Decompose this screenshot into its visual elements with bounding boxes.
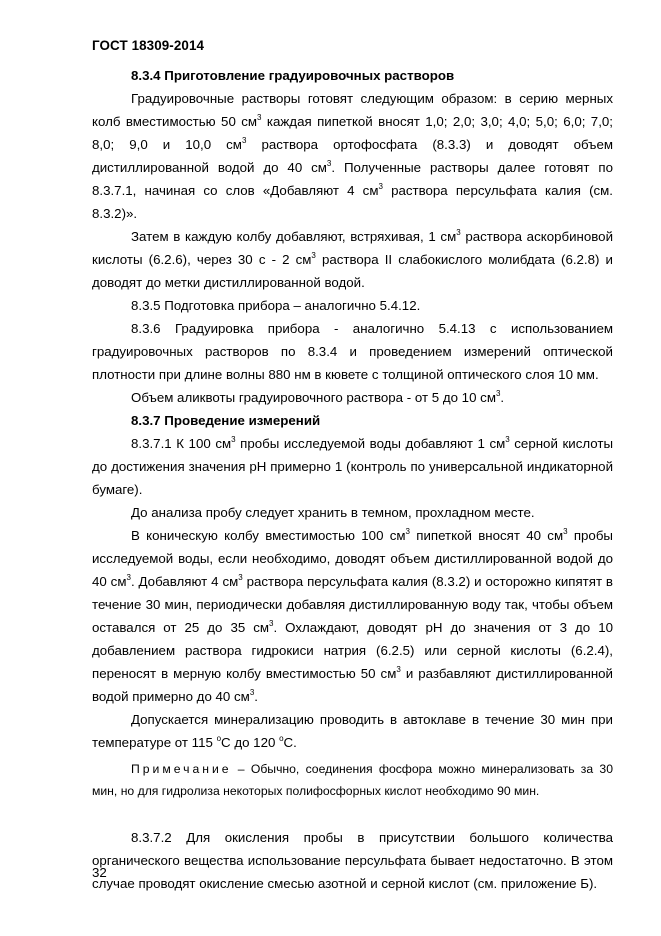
section-8-3-7-title: 8.3.7 Проведение измерений (131, 413, 321, 428)
spacer (92, 802, 613, 826)
section-8-3-7-1-paragraph-2: До анализа пробу следует хранить в темном, прохладном месте. (131, 505, 535, 520)
section-8-3-7-1-paragraph-3: В коническую колбу вместимостью 100 $см^3$ пипеткой вносят 40 $см^3$ пробы исследуемой воды, если необходимо, доводят объем дистиллированной водой до 40 $см^3$. Добавляют 4 $см^3$ раствора персульфата калия (8.3.2) и осторожно кипятят в течение 30 мин, периодически добавляя дистиллированную воду так, чтобы объем оставался от 25 до 35 $см^3$. Охлаждают, доводят pH до значения от 3 до 10 добавлением раствора гидрокиси натрия (6.2.5) или серной кислоты (6.2.4), переносят в мерную колбу вместимостью 50 $см^3$ и разбавляют дистиллированной водой примерно до 40 $см^3$. (92, 526, 613, 704)
section-8-3-6: 8.3.6 Градуировка прибора - аналогично 5.4.13 с использованием градуировочных растворов по 8.3.4 и проведением измерений оптической плотности при длине волны 880 нм в кювете с толщиной оптического слоя 10 мм. (92, 321, 613, 382)
page-number: 32 (92, 865, 107, 880)
note-text: – Обычно, соединения фосфора можно минерализовать за 30 мин, но для гидролиза некоторых полифосфорных кислот необходимо 90 мин. (92, 762, 613, 798)
section-8-3-6-aliquot: Объем аликвоты градуировочного раствора - от 5 до 10 $см^3$. (131, 388, 505, 405)
note-label: Примечание (131, 762, 232, 776)
section-8-3-7-1-paragraph-1: 8.3.7.1 К 100 $см^3$ пробы исследуемой воды добавляют 1 $см^3$ серной кислоты до достижения значения pH примерно 1 (контроль по универсальной индикаторной бумаге). (92, 434, 614, 497)
document-header: ГОСТ 18309-2014 (92, 38, 205, 53)
section-8-3-7-2: 8.3.7.2 Для окисления пробы в присутствии большого количества органического вещества использование персульфата бывает недостаточно. В этом случае проводят окисление смесью азотной и серной кислот (см. приложение Б). (92, 830, 613, 891)
section-8-3-4-paragraph-1: Градуировочные растворы готовят следующим образом: в серию мерных колб вместимостью 50 $см^3$ каждая пипеткой вносят 1,0; 2,0; 3,0; 4,0; 5,0; 6,0; 7,0; 8,0; 9,0 и 10,0 $см^3$ раствора ортофосфата (8.3.3) и доводят объем дистиллированной водой до 40 $см^3$. Полученные растворы далее готовят по 8.3.7.1, начиная со слов «Добавляют 4 $см^3$ раствора персульфата калия (см. 8.3.2)». (92, 91, 613, 221)
section-8-3-5: 8.3.5 Подготовка прибора – аналогично 5.4.12. (131, 298, 421, 313)
document-body (92, 64, 613, 895)
section-8-3-7-1-paragraph-4: Допускается минерализацию проводить в автоклаве в течение 30 мин при температуре от 115 $^o$С до 120 $^o$С. (92, 712, 613, 750)
note-paragraph (92, 758, 613, 802)
section-8-3-4-paragraph-2: Затем в каждую колбу добавляют, встряхивая, 1 $см^3$ раствора аскорбиновой кислоты (6.2.6), через 30 с - 2 $см^3$ раствора II слабокислого молибдата (6.2.8) и доводят до метки дистиллированной водой. (92, 227, 613, 290)
section-8-3-4-title: 8.3.4 Приготовление градуировочных растворов (131, 68, 455, 83)
